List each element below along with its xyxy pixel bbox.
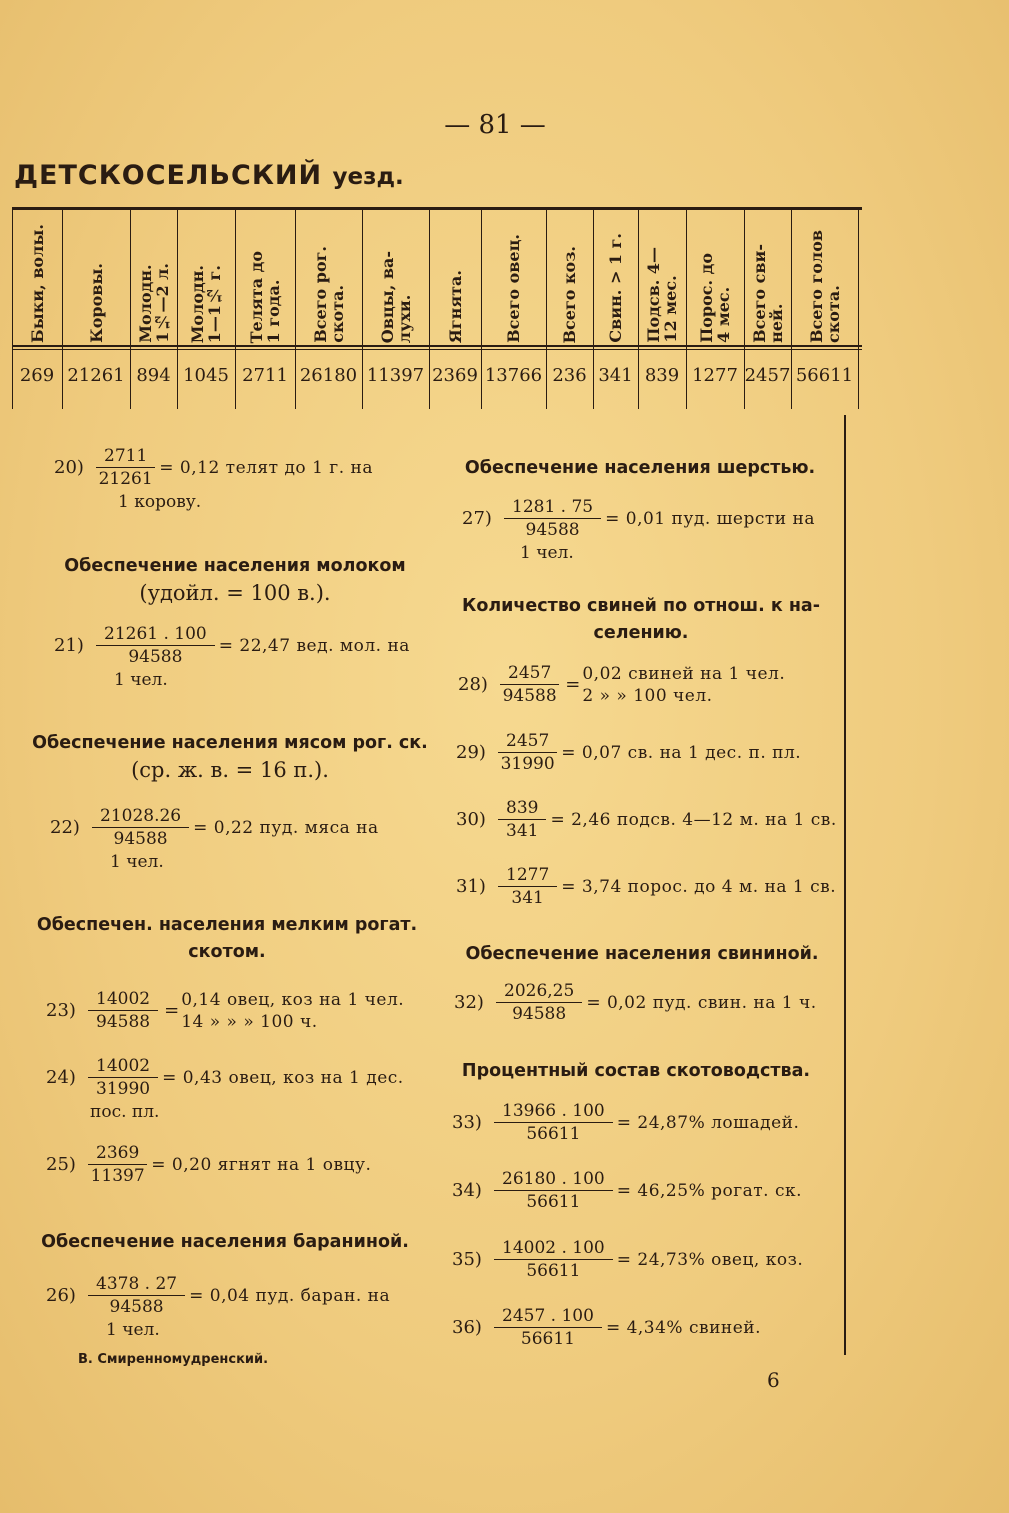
table-value-cell: 839	[644, 365, 680, 386]
table-value-cell: 2369	[432, 365, 478, 386]
table-value-cell: 1045	[183, 365, 229, 386]
formula-30: 30) $\frac{839}{341}$ = 2,46 подсв. 4—12 м. на 1 св.	[456, 798, 837, 841]
heading-small-cattle: Обеспечен. населения мелким рогат. скотом.	[36, 915, 418, 962]
heading-mutton: Обеспечение населения бараниной.	[41, 1232, 409, 1252]
table-header-cell: Всего рог. скота.	[310, 246, 347, 343]
heading-pigs: Количество свиней по отнош. к на- селению.	[462, 596, 820, 643]
formula-21: 21) $\frac{21261 . 100}{94588}$ = 22,47 вед. мол. на 1 чел.	[54, 624, 410, 690]
heading-meat: Обеспечение населения мясом рог. ск. (ср. ж. в. = 16 п.).	[32, 733, 428, 782]
table-header-cell: Всего коз.	[560, 245, 579, 343]
table-value-cell: 56611	[795, 365, 854, 386]
table-header-cell: Молодн. 1—1½ г.	[188, 264, 224, 343]
formula-28: 28) $\frac{2457}{94588}$ = 0,02 свиней на 1 чел. 2 » » 100 чел.	[458, 663, 786, 706]
formula-20: 20) $\frac{2711}{21261}$ = 0,12 телят до 1 г. на 1 корову.	[54, 446, 373, 512]
formula-27: 27) $\frac{1281 . 75}{94588}$ = 0,01 пуд. шерсти на 1 чел.	[462, 497, 815, 563]
formula-34: 34) $\frac{26180 . 100}{56611}$ = 46,25% рогат. ск.	[452, 1169, 803, 1212]
table-value-cell: 11397	[366, 365, 425, 386]
table-header-cell: Коровы.	[86, 263, 106, 343]
table-column-rule	[858, 209, 859, 409]
formula-29: 29) $\frac{2457}{31990}$ = 0,07 св. на 1 дес. п. пл.	[456, 731, 802, 774]
table-header-cell: Всего овец.	[504, 234, 523, 343]
formula-32: 32) $\frac{2026,25}{94588}$ = 0,02 пуд. свин. на 1 ч.	[454, 981, 817, 1024]
table-value-cell: 13766	[484, 365, 543, 386]
table-value-cell: 2457	[744, 365, 791, 386]
table-value-cell: 894	[136, 365, 171, 386]
formula-35: 35) $\frac{14002 . 100}{56611}$ = 24,73% овец, коз.	[452, 1238, 804, 1281]
table-header-cell: Всего сви- ней.	[749, 244, 786, 343]
page-title: ДЕТСКОСЕЛЬСКИЙ уезд.	[14, 160, 404, 191]
formula-36: 36) $\frac{2457 . 100}{56611}$ = 4,34% свиней.	[452, 1306, 762, 1349]
formula-25: 25) $\frac{2369}{11397}$ = 0,20 ягнят на 1 овцу.	[46, 1143, 372, 1186]
table-header-cell: Быки, волы.	[27, 224, 47, 343]
formula-31: 31) $\frac{1277}{341}$ = 3,74 порос. до 4 м. на 1 св.	[456, 865, 837, 908]
table-header-cell: Телята до 1 года.	[247, 250, 283, 343]
table-header-cell: Свин. > 1 г.	[606, 233, 625, 343]
table-header-cell: Порос. до 4 мес.	[697, 253, 733, 343]
table-header-cell: Подсв. 4— 12 мес.	[644, 247, 680, 343]
formula-33: 33) $\frac{13966 . 100}{56611}$ = 24,87% лошадей.	[452, 1101, 800, 1144]
sheet-mark: 6	[767, 1368, 780, 1392]
heading-milk: Обеспечение населения молоком (удойл. = 100 в.).	[64, 556, 406, 605]
table-value-cell: 21261	[67, 365, 125, 386]
livestock-table	[12, 207, 862, 412]
table-header-cell: Ягнята.	[445, 269, 465, 343]
heading-pork: Обеспечение населения свининой.	[465, 944, 819, 964]
table-value-cell: 1277	[692, 365, 738, 386]
signature: В. Смиренномудренский.	[78, 1352, 269, 1367]
heading-percent: Процентный состав скотоводства.	[461, 1061, 811, 1081]
page-number: — 81 —	[444, 110, 546, 140]
table-header-cell: Молодн. 1½—2 л.	[135, 263, 172, 343]
heading-wool: Обеспечение населения шерстью.	[464, 458, 816, 478]
table-value-cell: 236	[552, 365, 587, 386]
table-header-cell: Всего голов скота.	[806, 229, 843, 343]
right-border	[844, 415, 846, 1355]
table-value-cell: 2711	[242, 365, 288, 386]
table-value-cell: 341	[598, 365, 633, 386]
table-header-cell: Овцы, ва- лухи.	[377, 250, 414, 343]
formula-22: 22) $\frac{21028.26}{94588}$ = 0,22 пуд. мяса на 1 чел.	[50, 806, 379, 872]
formula-26: 26) $\frac{4378 . 27}{94588}$ = 0,04 пуд. баран. на 1 чел.	[46, 1274, 391, 1340]
table-value-cell: 269	[19, 365, 55, 386]
formula-24: 24) $\frac{14002}{31990}$ = 0,43 овец, коз на 1 дес. пос. пл.	[46, 1056, 404, 1122]
table-value-cell: 26180	[299, 365, 358, 386]
formula-23: 23) $\frac{14002}{94588}$ = 0,14 овец, коз на 1 чел. 14 » » » 100 ч.	[46, 989, 405, 1032]
